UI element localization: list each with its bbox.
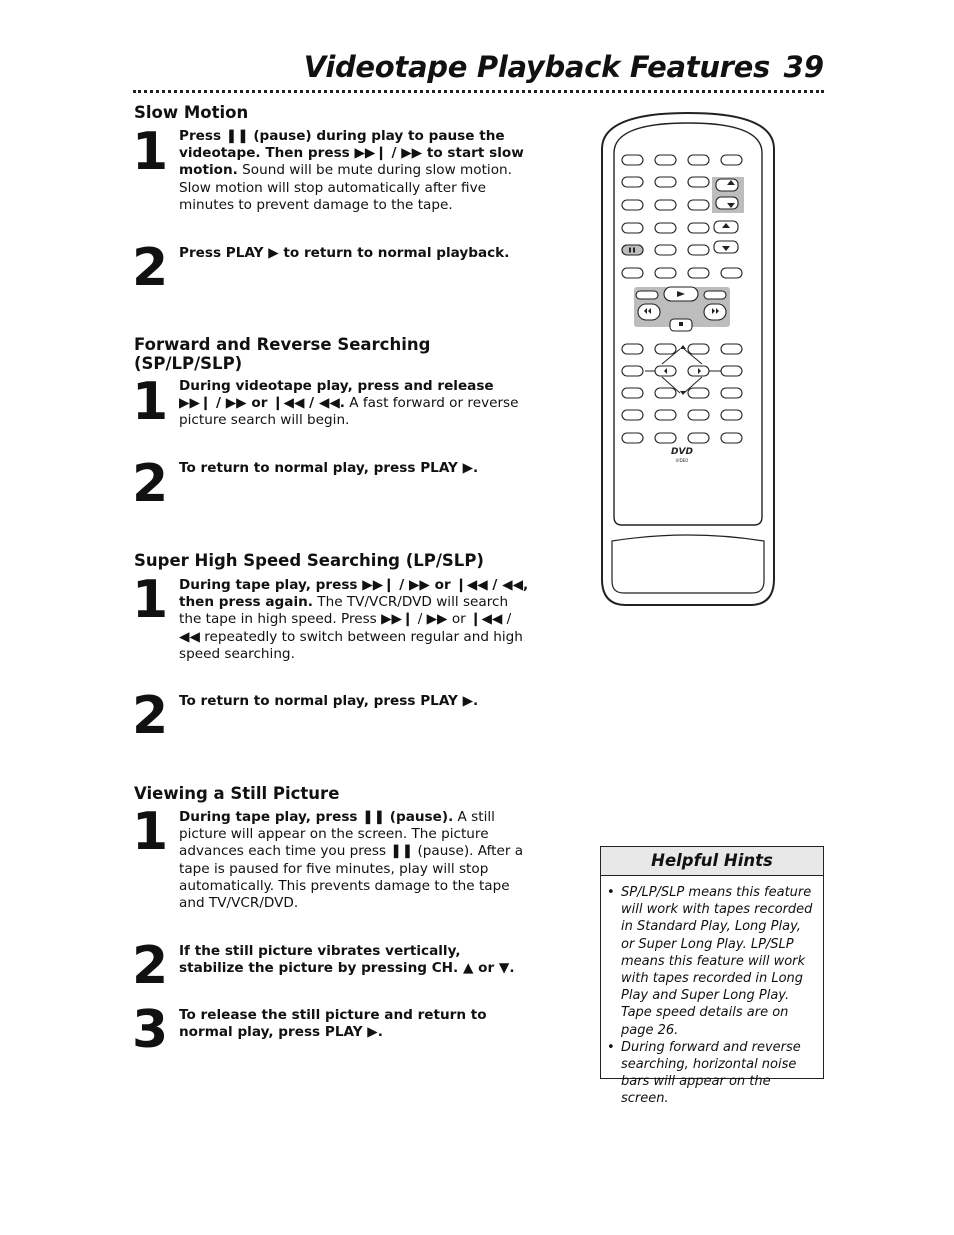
step-number: 1	[132, 372, 169, 432]
step-text: During videotape play, press and release ▶▶❙ / ▶▶ or ❙◀◀ / ◀◀. A fast forward or reverse picture search will begin.	[179, 378, 519, 429]
step-text: If the still picture vibrates vertically, stabilize the picture by pressing CH. ▲ or ▼.	[179, 943, 515, 977]
step-number: 2	[132, 454, 169, 514]
step-number: 1	[132, 122, 169, 182]
step-number: 2	[132, 686, 169, 746]
step-text: Press ❚❚ (pause) during play to pause the videotape. Then press ▶▶❙ / ▶▶ to start slow motion. Sound will be mute during slow motion. Slow motion will stop automatically after five minutes to prevent damage to the tape.	[179, 128, 524, 213]
hint-item: • During forward and reverse searching, horizontal noise bars will appear on the screen.	[621, 1039, 817, 1108]
remote-logo-sub: VIDEO	[675, 458, 689, 463]
step-number: 3	[132, 1000, 169, 1060]
remote-control-illustration	[600, 109, 776, 609]
helpful-hints-title: Helpful Hints	[601, 847, 823, 876]
section-heading-still-picture: Viewing a Still Picture	[134, 784, 340, 803]
hint-item: • SP/LP/SLP means this feature will work with tapes recorded in Standard Play, Long Play, or Super Long Play. LP/SLP means this feature will work with tapes recorded in Long Play and Super Long Play. Tape speed details are on page 26.	[621, 884, 817, 1039]
section-heading-super-high-speed: Super High Speed Searching (LP/SLP)	[134, 551, 484, 570]
helpful-hints-box	[600, 846, 824, 1107]
page-number: 39	[783, 50, 824, 84]
remote-logo: DVD	[671, 447, 693, 457]
header-divider	[133, 90, 824, 93]
step-text: To release the still picture and return to normal play, press PLAY ▶.	[179, 1007, 487, 1041]
step-number: 1	[132, 802, 169, 862]
step-text: To return to normal play, press PLAY ▶.	[179, 460, 479, 476]
helpful-hints-list	[601, 884, 823, 1108]
page-title: Videotape Playback Features	[303, 50, 770, 84]
section-heading-slow-motion: Slow Motion	[134, 103, 249, 122]
step-text: During tape play, press ❚❚ (pause). A still picture will appear on the screen. The picture advances each time you press ❚❚ (pause). After a tape is paused for five minutes, play will stop automatically. This prevents damage to the tape and TV/VCR/DVD.	[179, 809, 524, 912]
step-text: During tape play, press ▶▶❙ / ▶▶ or ❙◀◀ / ◀◀, then press again. The TV/VCR/DVD will search the tape in high speed. Press ▶▶❙ / ▶▶ or ❙◀◀ / ◀◀ repeatedly to switch between regular and high speed searching.	[179, 577, 529, 662]
section-heading-forward-reverse: Forward and Reverse Searching (SP/LP/SLP)	[134, 335, 431, 373]
step-number: 2	[132, 238, 169, 298]
step-number: 1	[132, 570, 169, 630]
step-text: To return to normal play, press PLAY ▶.	[179, 693, 479, 709]
step-number: 2	[132, 936, 169, 996]
step-text: Press PLAY ▶ to return to normal playback.	[179, 245, 510, 261]
